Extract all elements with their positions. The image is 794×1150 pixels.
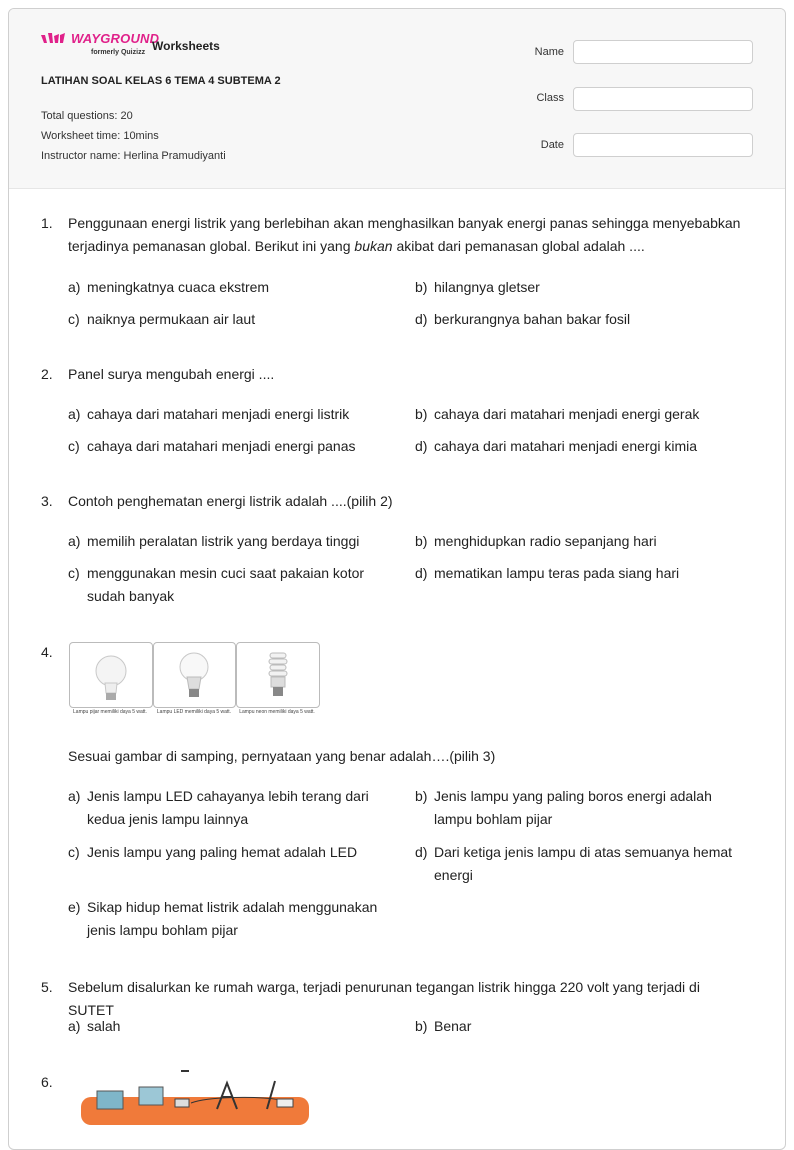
neon-bulb-icon: [237, 643, 319, 707]
worksheet-time: Worksheet time: 10mins: [41, 130, 159, 142]
question-number: 3.: [41, 493, 53, 509]
name-label: Name: [534, 46, 564, 58]
caption-led: Lampu LED memiliki daya 5 watt.: [156, 709, 232, 715]
question-number: 6.: [41, 1074, 53, 1090]
class-label: Class: [536, 92, 564, 104]
name-field[interactable]: [573, 40, 753, 64]
question-text: Contoh penghematan energi listrik adalah ....(pilih 2): [68, 493, 393, 509]
question-number: 5.: [41, 979, 53, 995]
class-field[interactable]: [573, 87, 753, 111]
incandescent-bulb-icon: [70, 643, 152, 707]
question-text: Sesuai gambar di samping, pernyataan yang benar adalah….(pilih 3): [68, 748, 496, 764]
caption-incandescent: Lampu pijar memiliki daya 5 watt.: [73, 709, 147, 715]
date-label: Date: [540, 139, 564, 151]
worksheet-page: WAYGROUND formerly Quizizz Worksheets LATIHAN SOAL KELAS 6 TEMA 4 SUBTEMA 2 Total questions: 20 Worksheet time: 10mins Instructor name: Herlina Pramudiyanti Name Class Date 1. Penggunaan energi listrik yang berlebihan akan menghasilkan banyak energi panas sehingga menyebabkan terjadinya pemanasan global. Berikut ini yang bukan akibat dari pemanasan global adalah .... a) meningkatnya cuaca ekstrem b) hilangnya gletser c) naiknya permukaan air laut d) berkurangnya bahan bakar fosil 2. Panel surya mengubah energi .... a) cahaya dari matahari menjadi energi listrik b) cahaya dari matahari menjadi energi gerak c) cahaya dari matahari menjadi energi panas d) cahaya dari matahari menjadi energi kimia 3. Contoh penghematan energi listrik adalah ....(pilih 2) a) memilih peralatan listrik yang berdaya tinggi b) menghidupkan radio sepanjang hari c) menggunakan mesin cuci saat pakaian kotor sudah banyak d) mematikan lampu teras pada siang hari 4. Lampu pijar memiliki daya 5 watt. Lampu LED memiliki daya 5 watt. Lampu neon memiliki daya 5 watt. Sesuai gambar di samping, pernyataan yang benar adalah….(pilih 3) a) Jenis lampu LED cahayanya lebih terang dari kedua jenis lampu lainnya b) Jenis lampu yang paling boros energi adalah lampu bohlam pijar c) Jenis lampu yang paling hemat adalah LED d) Dari ketiga jenis lampu di atas semuanya hemat energi e) Sikap hidup hemat listrik adalah menggunakan jenis lampu bohlam pijar 5. Sebelum disalurkan ke rumah warga, terjadi penurunan tegangan listrik hingga 220 volt yang terjadi di SUTET a) salah b) Benar 6.: [8, 8, 786, 1150]
question-1: [41, 212, 741, 262]
worksheet-header: [9, 9, 785, 189]
question-number: 1.: [41, 215, 53, 231]
question-text: Sebelum disalurkan ke rumah warga, terjadi penurunan tegangan listrik hingga 220 volt yang terjadi di SUTET: [68, 979, 700, 1018]
question-5: [41, 976, 741, 1018]
worksheets-label: Worksheets: [152, 39, 220, 53]
instructor-name: Instructor name: Herlina Pramudiyanti: [41, 150, 226, 162]
question-3: [41, 490, 741, 513]
total-questions: Total questions: 20: [41, 110, 133, 122]
brand-logo: [41, 31, 160, 59]
question-2: [41, 363, 741, 386]
date-field[interactable]: [573, 133, 753, 157]
power-distribution-illustration: [77, 1067, 313, 1125]
figure-neon-bulb: [236, 642, 320, 708]
question-text: Panel surya mengubah energi ....: [68, 366, 275, 382]
question-text: Penggunaan energi listrik yang berlebihan akan menghasilkan banyak energi panas sehingga menyebabkan terjadinya pemanasan global. Berikut ini yang bukan akibat dari pemanasan global adalah ....: [68, 215, 741, 254]
caption-neon: Lampu neon memiliki daya 5 watt.: [239, 709, 315, 715]
logo-subtext: formerly Quizizz: [91, 49, 146, 56]
logo-text: WAYGROUND: [71, 31, 160, 46]
logo-mark-icon: [41, 33, 65, 45]
figure-incandescent-bulb: [69, 642, 153, 708]
question-number: 2.: [41, 366, 53, 382]
question-number: 4.: [41, 644, 53, 660]
worksheet-title: LATIHAN SOAL KELAS 6 TEMA 4 SUBTEMA 2: [41, 75, 281, 87]
figure-led-bulb: [153, 642, 236, 708]
led-bulb-icon: [154, 643, 235, 707]
question-4: [41, 745, 741, 768]
